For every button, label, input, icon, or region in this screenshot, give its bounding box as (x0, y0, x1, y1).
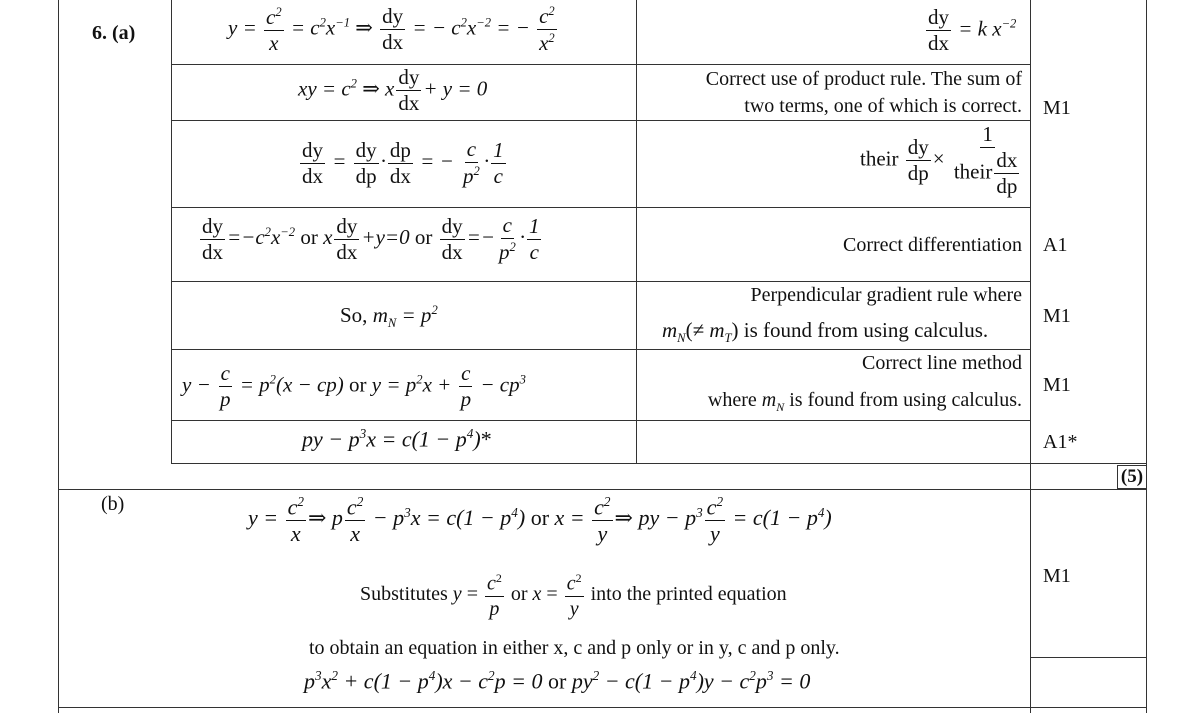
row-4-mark: A1 (1043, 234, 1068, 256)
row-2-mark: M1 (1043, 97, 1071, 119)
table-border-note-right (1030, 0, 1031, 713)
row-2-note-line-1: Correct use of product rule. The sum of (705, 68, 1022, 90)
or-label: or (510, 582, 528, 605)
part-b-mark: M1 (1043, 565, 1071, 587)
row-6-mark: M1 (1043, 374, 1071, 396)
row-3-working: $\frac{dy}{dx}$ = $\frac{dy}{dp}$ · $\frac{dp}{dx}$ = − $\frac{c}{p^2}$ · $\frac{1}{c}$ (302, 137, 504, 188)
part-b-obtain: to obtain an equation in either x, c and p only or in y, c and p only. (309, 637, 840, 659)
part-b-line-1: y = $\frac{c^2}{x}$ ⇒ p $\frac{c^2}{x}$ − $p^3x = c(1 - p^4)$ or x = $\frac{c^2}{y}$ ⇒ py − $p^3$ $\frac{c^2}{y}$ = $c(1 - p^4)$ (248, 494, 832, 547)
row-5-mark: M1 (1043, 305, 1071, 327)
part-b-label: (b) (101, 493, 125, 515)
table-border-right (1146, 0, 1147, 713)
their-prefix: their (860, 146, 899, 171)
row-3-note: their $\frac{dy}{dp}$ × 1 their $\frac{dx}{dp}$ (860, 122, 1018, 198)
row-divider-7 (171, 463, 1147, 464)
row-5-note-line-1: Perpendicular gradient rule where (750, 284, 1022, 306)
part-a-total: (5) (1117, 465, 1147, 489)
row-divider-5 (171, 349, 1030, 350)
row-divider-9 (1030, 657, 1147, 658)
row-1-working: y = $\frac{c^2}{x}$ = $c^2x^{-1}$ ⇒ $\frac{dy}{dx}$ = − $c^2x^{-2}$ = − $\frac{c^2}{x^2}$ (228, 4, 555, 55)
part-b-substitutes: Substitutes y = $\frac{c^2}{p}$ or x = $\frac{c^2}{y}$ into the printed equation (360, 571, 787, 620)
row-6-note-line-2: where $m_N$ is found from using calculus. (707, 389, 1022, 414)
row-5-note-line-2: $m_N(\ne m_T)$ is found from using calculus. (662, 318, 989, 346)
row-divider-6 (171, 420, 1030, 421)
row-7-working: py − $p^3x = c(1 - p^4)*$ (302, 426, 492, 452)
part-b-final: $p^3x^2 + c(1 - p^4)x - c^2p = 0$ or $py^2 - c(1 - p^4)y - c^2p^3 = 0$ (304, 668, 811, 694)
row-4-note: Correct differentiation (842, 234, 1022, 256)
row-2-working: xy = $c^2$ ⇒ x $\frac{dy}{dx}$ + y = 0 (298, 65, 488, 115)
part-a-label (92, 22, 135, 44)
into-label: into the printed equation (590, 582, 787, 605)
row-divider-10 (58, 707, 1147, 708)
row-1-note: $\frac{dy}{dx}$ = k $x^{-2}$ (928, 5, 1017, 55)
row-7-mark: A1* (1043, 431, 1078, 453)
table-border-left (58, 0, 59, 713)
row-divider-1 (171, 64, 1030, 65)
part-a-number: 6. (a) (92, 22, 136, 44)
substitutes-label: Substitutes (360, 582, 448, 605)
row-4-working: $\frac{dy}{dx}$ $=-c^2x^{-2}$ or x $\frac{dy}{dx}$ +y=0 or $\frac{dy}{dx}$ =− $\frac{c}{p^2}$ · $\frac{1}{c}$ (202, 213, 540, 264)
their-denominator: their (953, 159, 993, 184)
row-divider-4 (171, 281, 1030, 282)
row-6-working: y − $\frac{c}{p}$ = $p^2(x - cp)$ or $y = p^2x$ + $\frac{c}{p}$ − $cp^3$ (182, 361, 526, 411)
times-sign: × (932, 146, 945, 171)
row-5-working: So, $m_N = p^2$ (340, 303, 438, 331)
row-6-note-line-1: Correct line method (862, 352, 1022, 374)
row-divider-3 (171, 207, 1030, 208)
table-border-math-right (636, 0, 637, 463)
row-divider-8 (58, 489, 1147, 490)
table-border-math-left (171, 0, 172, 463)
row-divider-2 (171, 120, 1030, 121)
row-2-note-line-2: two terms, one of which is correct. (744, 95, 1022, 117)
